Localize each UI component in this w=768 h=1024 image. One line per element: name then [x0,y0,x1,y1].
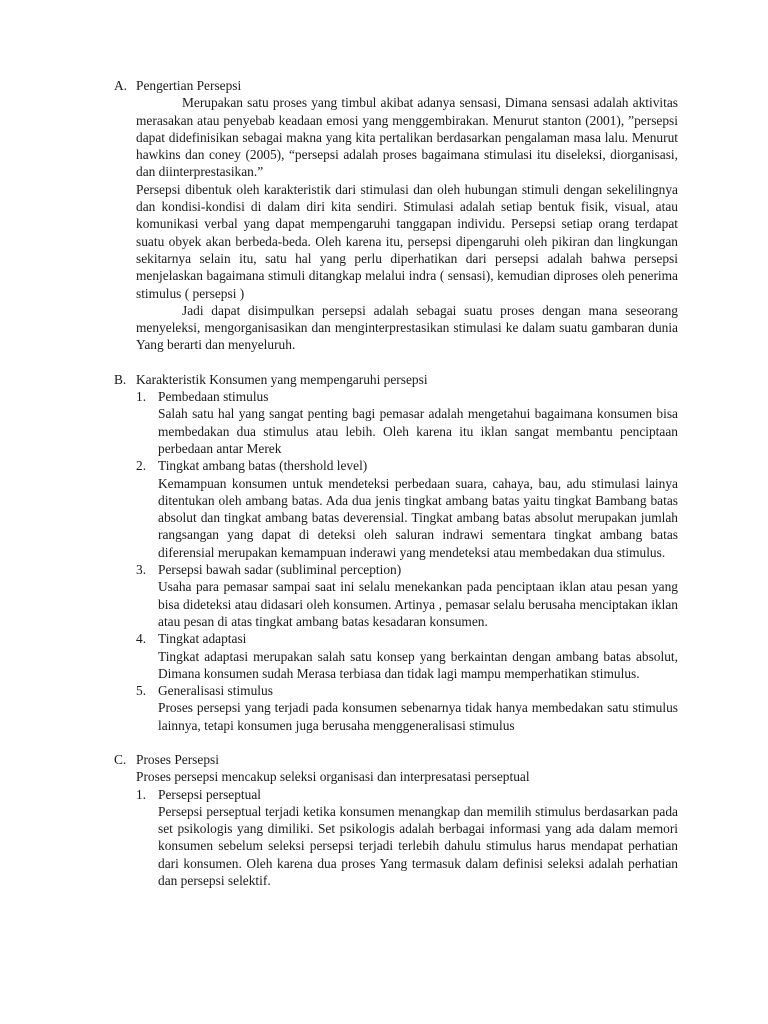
paragraph: Persepsi dibentuk oleh karakteristik dari stimulasi dan oleh hubungan stimuli dengan sekelilingnya dan kondisi-kondisi di dalam diri kita sendiri. Stimulasi adalah setiap bentuk fisik, visual, atau komunikasi verbal yang dapat mempengaruhi tanggapan individu. Persepsi setiap orang terdapat suatu obyek akan berbeda-beda. Oleh karena itu, persepsi dipengaruhi oleh pikiran dan lingkungan sekitarnya selain itu, satu hal yang perlu diperhatikan dari persepsi adalah bahwa persepsi menjelaskan bagaimana stimuli ditangkap melalui indra ( sensasi), kemudian diproses oleh penerima stimulus ( persepsi ) [136,181,678,301]
item-title: Pembedaan stimulus [158,389,269,405]
section-letter: B. [114,371,127,387]
item-number: 1. [136,389,147,405]
list-item [136,561,678,630]
item-number: 4. [136,631,147,647]
section-heading [114,751,678,768]
section-intro: Proses persepsi mencakup seleksi organisasi dan interpresatasi perseptual [136,769,530,785]
item-body: Kemampuan konsumen untuk mendeteksi perbedaan suara, cahaya, bau, adu stimulasi lainya ditentukan oleh ambang batas. Ada dua jenis tingkat ambang batas yaitu tingkat Bambang batas absolut dan tingkat ambang batas deverensial. Tingkat ambang batas absolut merupakan jumlah rangsangan yang dapat di deteksi oleh saluran indrawi sementara tingkat ambang batas diferensial merupakan kemampuan inderawi yang mendeteksi atau membedakan dua stimulus. [158,475,678,560]
item-number: 5. [136,683,147,699]
section-heading [114,77,678,94]
paragraph: Merupakan satu proses yang timbul akibat adanya sensasi, Dimana sensasi adalah aktivitas merasakan atau penyebab keadaan emosi yang menggembirakan. Menurut stanton (2001), ”persepsi dapat didefinisikan sebagai makna yang kita pertalikan berdasarkan pengalaman masa lalu. Menurut hawkins dan coney (2005), “persepsi adalah proses bagaimana stimulasi itu diseleksi, diorganisasi, dan diinterprestasikan.” [136,95,678,180]
item-title: Tingkat ambang batas (thershold level) [158,458,368,474]
item-body: Proses persepsi yang terjadi pada konsumen sebenarnya tidak hanya membedakan satu stimulus lainnya, tetapi konsumen juga berusaha menggeneralisasi stimulus [158,700,678,733]
item-body: Persepsi perseptual terjadi ketika konsumen menangkap dan memilih stimulus berdasarkan pada set psikologis yang dimiliki. Set psikologis adalah berbagai informasi yang ada dalam memori konsumen sebelum seleksi persepsi terjadi terlebih dahulu stimulus harus mendapat perhatian dari konsumen. Oleh karena dua proses Yang termasuk dalam definisi seleksi adalah perhatian dan persepsi selektif. [158,803,678,889]
list-item [136,682,678,734]
item-number: 1. [136,786,147,802]
section-b [0,371,768,734]
item-title: Generalisasi stimulus [158,683,273,699]
item-title: Persepsi bawah sadar (subliminal perception) [158,562,402,578]
item-title: Persepsi perseptual [158,786,262,802]
item-body: Usaha para pemasar sampai saat ini selalu menekankan pada penciptaan iklan atau pesan yang bisa dideteksi atau didasari oleh konsumen. Artinya , pemasar selalu berusaha menciptakan iklan atau pesan di atas tingkat ambang batas kesadaran konsumen. [158,579,678,629]
section-title: Karakteristik Konsumen yang mempengaruhi persepsi [136,371,428,387]
paragraph: Jadi dapat disimpulkan persepsi adalah sebagai suatu proses dengan mana seseorang menyeleksi, mengorganisasikan dan menginterprestasikan stimulasi ke dalam suatu gambaran dunia Yang berarti dan menyeluruh. [136,302,678,353]
section-letter: C. [114,751,127,767]
list-item [136,786,678,890]
item-number: 3. [136,562,147,578]
section-title: Pengertian Persepsi [136,78,242,93]
item-number: 2. [136,458,147,474]
section-a [0,77,768,354]
section-c [0,751,768,889]
list-item [136,630,678,682]
list-item [136,388,678,457]
list-item [136,457,678,561]
item-body: Tingkat adaptasi merupakan salah satu konsep yang berkaintan dengan ambang batas absolut, Dimana konsumen sudah Merasa terbiasa dan tidak lagi mampu memperhatikan stimulus. [158,648,678,681]
document-page [0,77,768,889]
item-body: Salah satu hal yang sangat penting bagi pemasar adalah mengetahui bagaimana konsumen bisa membedakan dua stimulus atau lebih. Oleh karena itu iklan sangat membantu penciptaan perbedaan antar Merek [158,406,678,456]
item-title: Tingkat adaptasi [158,631,247,647]
section-heading [114,371,678,388]
section-letter: A. [114,78,128,93]
section-title: Proses Persepsi [136,751,219,767]
